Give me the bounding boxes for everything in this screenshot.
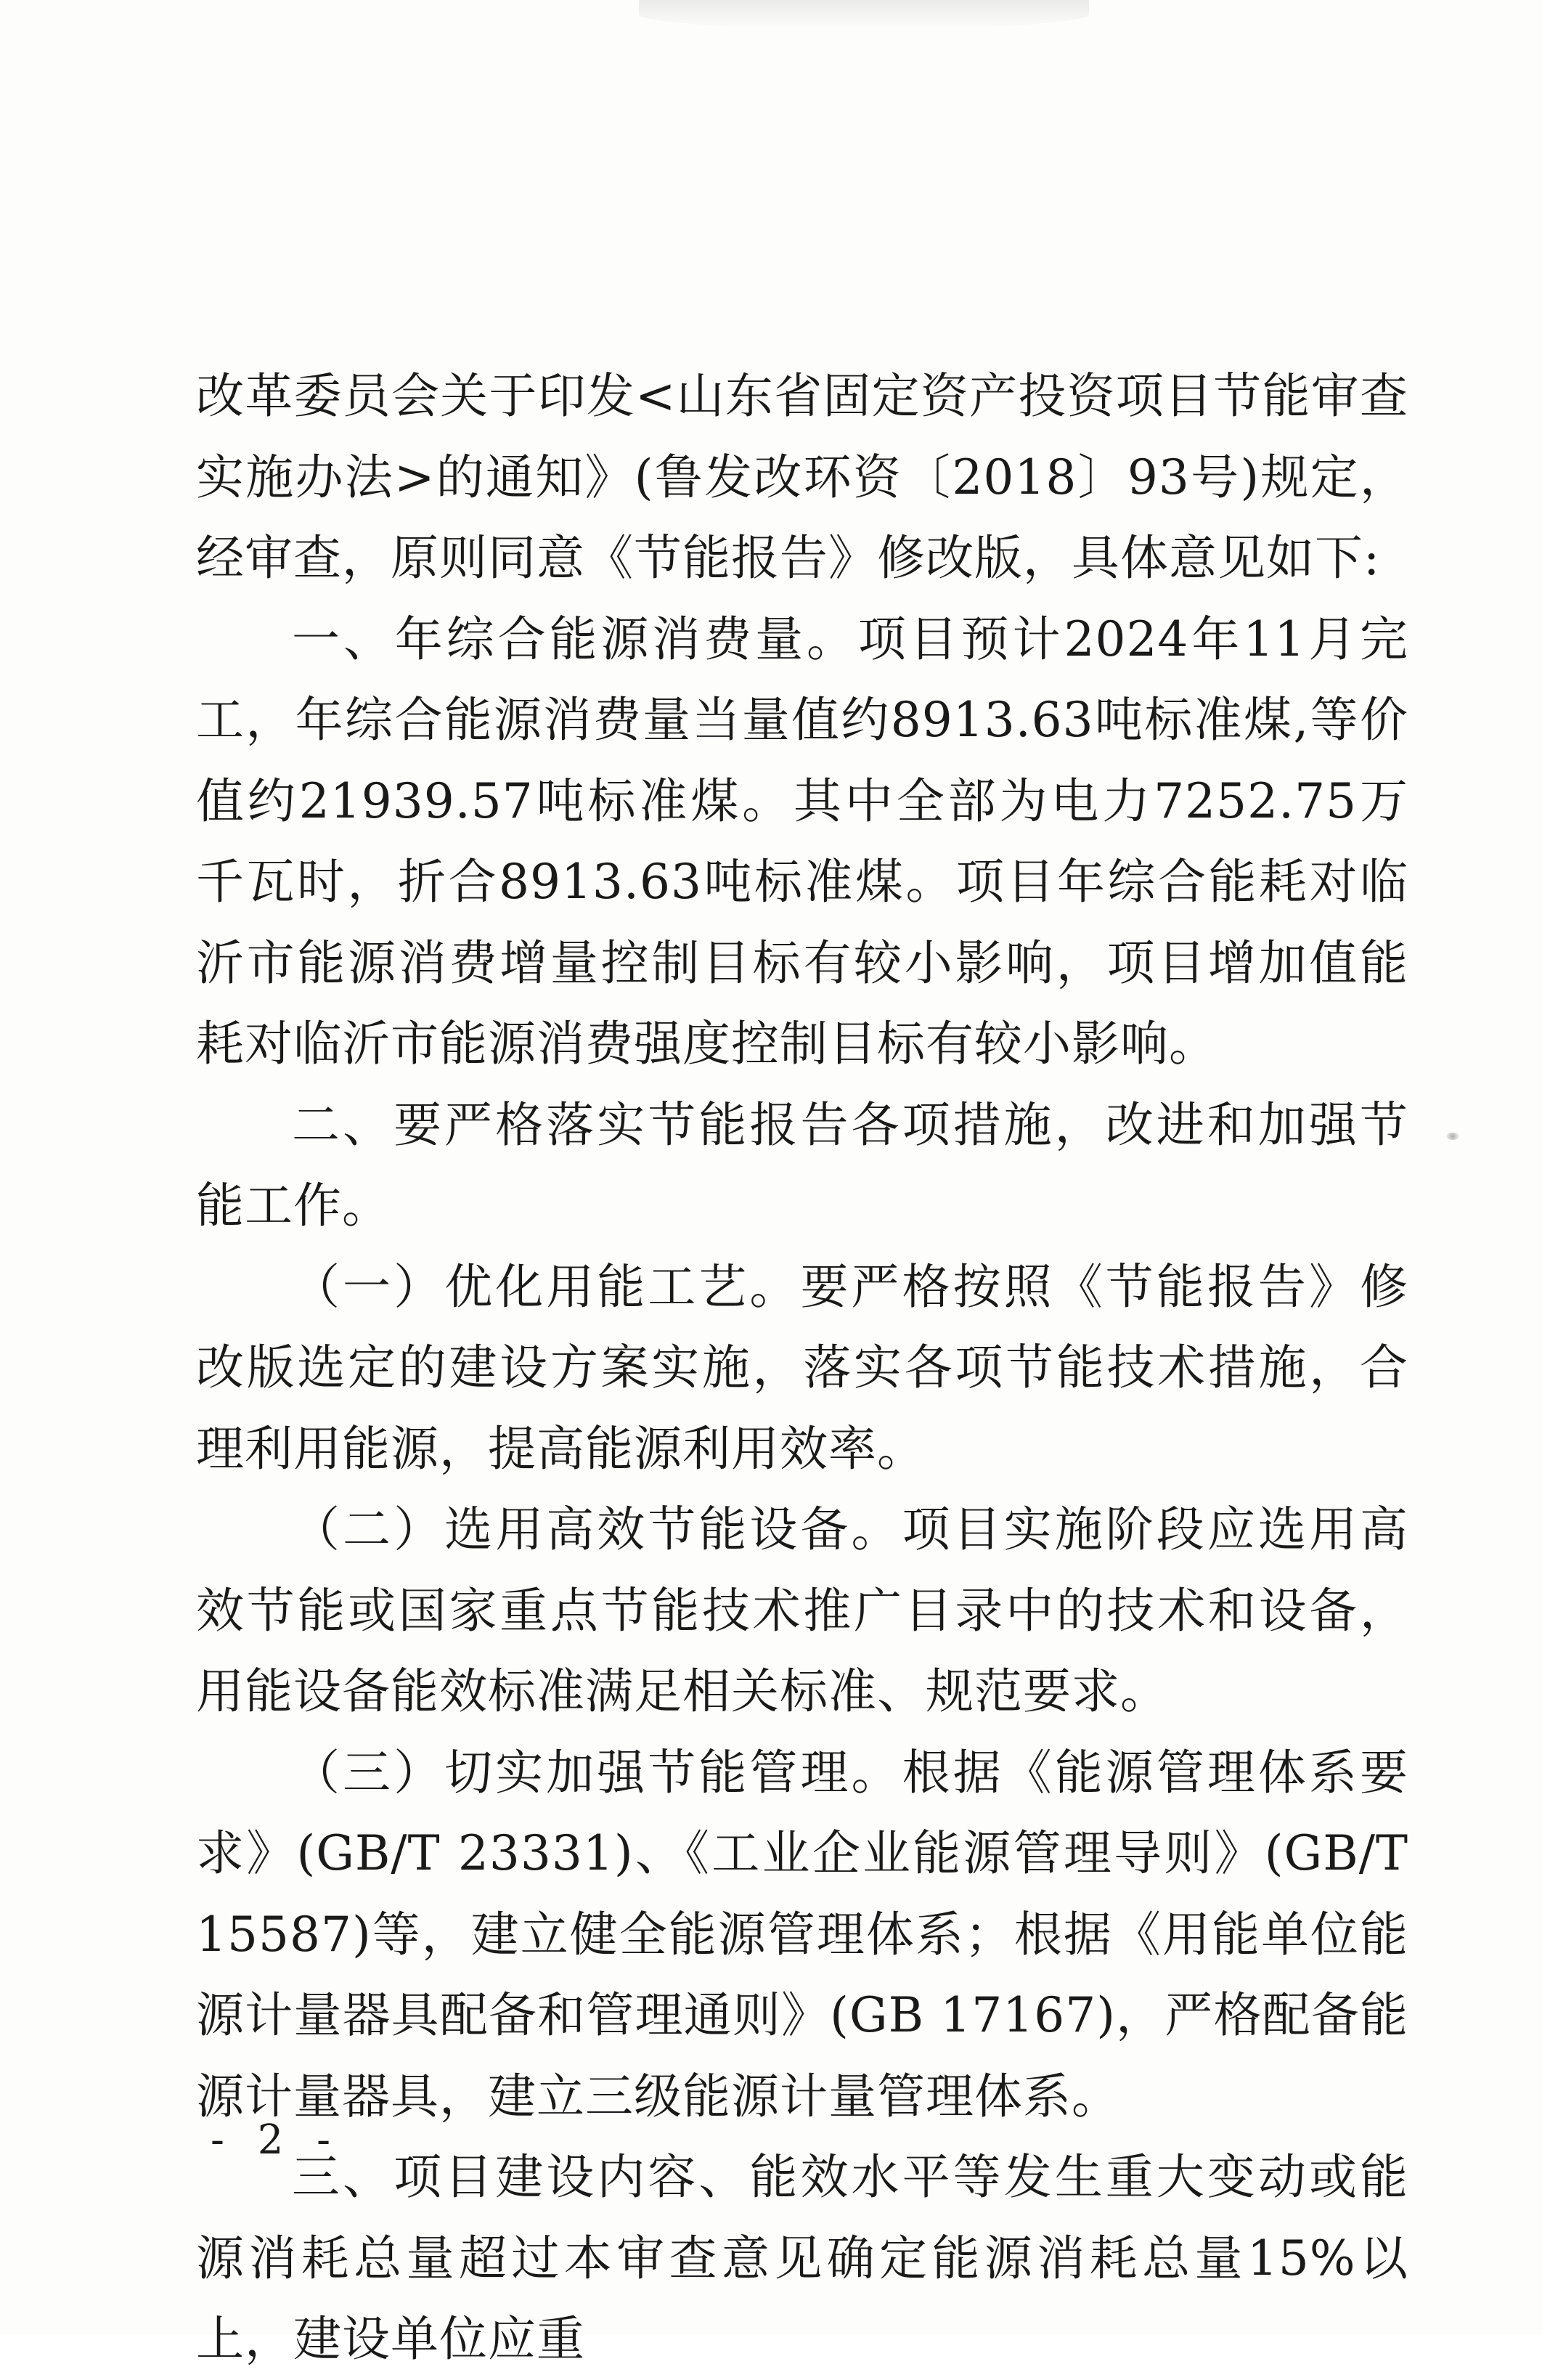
scan-speck	[1446, 1133, 1459, 1140]
paragraph-measures-heading: 二、要严格落实节能报告各项措施，改进和加强节能工作。	[196, 1096, 1408, 1234]
paragraph-efficient-equipment: （二）选用高效节能设备。项目实施阶段应选用高效节能或国家重点节能技术推广目录中的技术和设备，用能设备能效标准满足相关标准、规范要求。	[196, 1501, 1408, 1719]
paragraph-optimize-process: （一）优化用能工艺。要严格按照《节能报告》修改版选定的建设方案实施，落实各项节能技术措施，合理利用能源，提高能源利用效率。	[196, 1258, 1408, 1477]
paragraph-energy-consumption: 一、年综合能源消费量。项目预计2024年11月完工，年综合能源消费量当量值约8913.63吨标准煤,等价值约21939.57吨标准煤。其中全部为电力7252.75万千瓦时，折合8913.63吨标准煤。项目年综合能耗对临沂市能源消费增量控制目标有较小影响，项目增加值能耗对临沂市能源消费强度控制目标有较小影响。	[196, 611, 1408, 1072]
paragraph-energy-management: （三）切实加强节能管理。根据《能源管理体系要求》(GB/T 23331)、《工业企业能源管理导则》(GB/T 15587)等，建立健全能源管理体系；根据《用能单位能源计量器具配备和管理通则》(GB 17167)，严格配备能源计量器具，建立三级能源计量管理体系。	[196, 1744, 1408, 2124]
paragraph-major-changes: 三、项目建设内容、能效水平等发生重大变动或能源消耗总量超过本审查意见确定能源消耗总量15%以上，建设单位应重	[196, 2149, 1408, 2367]
document-body	[196, 356, 1408, 2380]
paragraph-continuation: 改革委员会关于印发<山东省固定资产投资项目节能审查实施办法>的通知》(鲁发改环资〔2018〕93号)规定，经审查，原则同意《节能报告》修改版，具体意见如下:	[196, 368, 1408, 586]
scan-shadow	[639, 0, 1089, 29]
page-number: - 2 -	[211, 2116, 341, 2164]
